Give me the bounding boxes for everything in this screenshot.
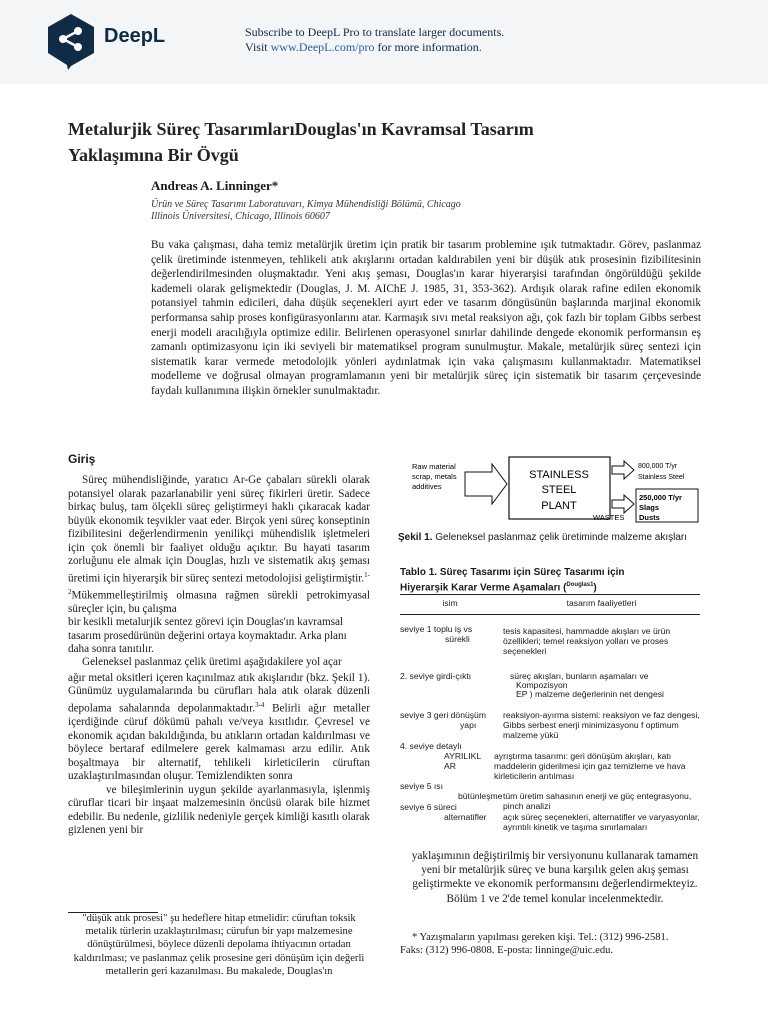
visit-line: [245, 40, 504, 55]
correspondence-line-1: * Yazışmaların yapılması gereken kişi. Tel.: (312) 996-2581.: [412, 932, 669, 943]
r4-name-line-2: AYRILIKL: [444, 751, 482, 761]
author-name: Andreas A. Linninger*: [151, 178, 279, 193]
caption-text: Geleneksel paslanmaz çelik üretiminde malzeme akışları: [432, 532, 688, 543]
figure-1-flow-diagram: [410, 452, 730, 532]
subscribe-line: Subscribe to DeepL Pro to translate larger documents.: [245, 25, 505, 39]
table-head-name: isim: [442, 598, 458, 608]
deepl-logo-icon[interactable]: [45, 12, 97, 70]
table-row-3-name: [400, 710, 500, 730]
caption-sup-num: 1: [590, 582, 594, 588]
table-1-caption: [400, 567, 700, 594]
title-line-1: Metalurjik Süreç TasarımlarıDouglas'ın Kavramsal Tasarım: [68, 119, 534, 139]
r5-name-line-2: bütünleşme: [458, 791, 503, 801]
subscribe-message: [245, 25, 504, 55]
affiliation-line-1: Ürün ve Süreç Tasarımı Laboratuvarı, Kimya Mühendisliği Bölümü, Chicago: [151, 199, 461, 210]
intro-paragraph-2-lead: Geleneksel paslanmaz çelik üretimi aşağıdakilere yol açar: [82, 655, 342, 668]
intro-p2-cont: Belirli ağır metaller içerdiğinde cüruf dökümü pahalı ve/veya kısıtlıdır. Çevresel ve ekonomik açıdan bakıldığında, bu atıkların ortadan kaldırılması ve böylece bertaraf edilmelere gerek kalmaması arzu edilir. Atık boşaltmaya bir alternatif, tehlikeli kirleticilerin cüruftan uzaklaştırılmasından oluşur. Temizlendikten sonra: [68, 702, 370, 783]
waste-arrow: [612, 495, 634, 513]
table-row-4-name: [400, 741, 500, 771]
table-row-4-activity: ayrıştırma tasarımı: geri dönüşüm akışları, katı maddelerin giderilmesi için gaz temizleme ve hava kirleticilerin arıtılması: [494, 751, 686, 781]
caption-sup-text: Douglas: [566, 582, 591, 588]
title-line-2: Yaklaşımına Bir Övgü: [68, 145, 239, 165]
footnote-continuation: "düşük atık prosesi" şu hedeflere hitap etmelidir: cüruftan toksik metalik türlerin uzaklaştırılması; cürufun bir yapı malzemesine dönüştürülmesi, böylece düzenli depolama ihtiyacının ortadan kaldırılması; ve paslanmaz çelik prosesine geri dönüşüm için değerli metallerin geri kazanılması. Bu makalede, Douglas'ın: [73, 913, 365, 977]
visit-prefix: Visit: [245, 40, 271, 54]
intro-paragraph-2: [68, 672, 370, 784]
table-row-6-activity: açık süreç seçenekleri, alternatifler ve varyasyonlar, ayrıntılı kinetik ve taşıma sınırlamaları: [503, 812, 700, 832]
product-amount: 800,000 T/yr: [638, 463, 678, 470]
intro-paragraph-1: [68, 474, 370, 616]
product-arrow: [612, 461, 634, 479]
table-caption-line-2: [400, 579, 700, 594]
caption-sup: [566, 582, 593, 588]
plant-label-3: PLANT: [541, 500, 577, 512]
table-row-5-activity: tüm üretim sahasının enerji ve güç entegrasyonu, pinch analizi: [503, 791, 692, 811]
r1-name-line-1: seviye 1 toplu iş vs: [400, 624, 473, 634]
input-label-2: scrap, metals: [412, 472, 457, 481]
affiliation-line-2: Illinois Üniversitesi, Chicago, Illinois 60607: [151, 211, 330, 222]
caption-label: Şekil 1.: [398, 532, 433, 543]
r4-name-line-1: 4. seviye detaylı: [400, 741, 462, 751]
r3-name-line-1: seviye 3 geri dönüşüm: [400, 710, 486, 720]
deepl-brand-name[interactable]: DeepL: [104, 25, 166, 47]
correspondence-note: [400, 931, 700, 957]
table-row-2-activity: [510, 671, 700, 699]
r2-activity-line-3: EP ) malzeme değerlerinin net dengesi: [516, 689, 664, 699]
r2-activity-line-1: süreç akışları, bunların aşamaları ve: [510, 671, 649, 681]
r4-name-line-3: AR: [444, 761, 456, 771]
table-row-5-name: [400, 781, 503, 801]
table-top-rule: [400, 594, 700, 595]
waste-amount: 250,000 T/yr: [639, 493, 682, 502]
table-row-1-activity: tesis kapasitesi, hammadde akışları ve ürün özellikleri; temel reaksiyon yolları ve proses seçenekleri: [503, 626, 671, 656]
waste-slags: Slags: [639, 503, 660, 512]
abstract: Bu vaka çalışması, daha temiz metalürjik üretim için pratik bir tasarım problemine ışık tutmaktadır. Görev, paslanmaz çelik üretiminde istenmeyen, tehlikeli atık akışlarını ortadan kaldırabilen yeni bir düşük atık prosesinin fizibilitesinin değerlendirilmesinden oluşmaktadır. Yeni akış şeması, Douglas'ın karar hiyerarşisi tarafından öngörüldüğü şekilde kademeli olarak gelişmektedir (Douglas, J. M. AIChE J. 1985, 31, 353-362). Ardışık olarak rafine edilen ekonomik potansiyel tahmin edicileri, daha düşük seçenekleri ayırt eder ve tasarım döngüsünün başlarında marjinal ekonomik performansa sahip proses konfigürasyonlarını atar. Karmaşık sıvı metal reaksiyon ağı, çok fazlı bir toplam Gibbs serbest enerji modeli aracılığıyla optimize edilir. Belirlenen operasyonel sınırlar dahilinde dengede ekonomik performansın eş zamanlı optimizasyonu için iki seviyeli bir matematiksel program sunulmuştur. Makale, metalürjik süreç sentezi için sistematik karar vermede metodolojik yönleri aydınlatmak için vaka çalışmasını kullanmaktadır. Matematiksel modelleme ve doğrusal olmayan programlamanın yeni bir metalürjik süreç için sistematik bir tasarım çerçevesinde faydalı kullanımına ilişkin örnekler sunulmaktadır.: [151, 239, 701, 397]
r6-name-line-2: alternatifler: [444, 812, 487, 822]
plant-label-1: STAINLESS: [529, 469, 589, 481]
affiliation: [151, 199, 461, 223]
caption-close: ): [593, 582, 597, 594]
visit-suffix: for more information.: [374, 40, 482, 54]
table-row-3-activity: reaksiyon-ayırma sistemi: reaksiyon ve faz dengesi, Gibbs serbest enerji minimizasyonu f optimum malzeme yükü: [503, 710, 700, 740]
table-row-6-name: [400, 802, 500, 822]
table-1: [400, 594, 700, 844]
intro-p1-text: Süreç mühendisliğinde, yaratıcı Ar-Ge çabaları sürekli olarak potansiyel olarak pazarlanabilir yeni süreç fikirleri üretir. Sadece birkaç buluş, tam ölçekli süreç geliştirmeyi haklı çıkaracak kadar büyük ekonomik teşvikler vaat eder. Birçok yeni süreç konseptinin fizibilitesini değerlendirmenin yenilikçi mühendislik işletmeleri için çok önemli bir faaliyet olduğu açıktır. Bu hayati tasarım zorluğunu ele almak için Douglas, hızlı ve sistematik akış şeması üretimi için hiyerarşik bir süreç sentezi metodolojisi geliştirmiştir.: [68, 474, 370, 585]
intro-p2-text: ağır metal oksitleri içeren kaçınılmaz atık akışlarıdır (bkz. Şekil 1). Günümüz uygulamalarında bu cürufları hala atık olarak düzenli depolama sahalarında depolanmaktadır.: [68, 671, 370, 715]
correspondence-line-2: Faks: (312) 996-0808. E-posta: linninge@uic.edu.: [400, 945, 614, 956]
intro-paragraph-1b: bir kesikli metalurjik sentez görevi için Douglas'ın kavramsal tasarım prosedürünün değerini ortaya koymaktadır. Arka planı: [68, 616, 347, 642]
table-head-activities: tasarım faaliyetleri: [566, 598, 637, 608]
wastes-label: WASTES: [593, 513, 625, 522]
waste-dusts: Dusts: [639, 513, 660, 522]
input-label-3: additives: [412, 482, 442, 491]
citation-sup: 1-2: [68, 570, 370, 596]
input-arrow: [465, 464, 507, 504]
paper-title: [68, 116, 668, 168]
product-name: Stainless Steel: [638, 474, 685, 481]
intro-paragraph-1c: daha sonra tanıtılır.: [68, 643, 155, 656]
plant-label-2: STEEL: [541, 484, 577, 496]
input-label-1: Raw material: [412, 462, 456, 471]
r3-name-line-2: yapı: [460, 720, 477, 730]
figure-1-caption: [398, 532, 698, 544]
citation-sup-2: 3-4: [255, 700, 265, 709]
r6-name-line-1: seviye 6 süreci: [400, 802, 457, 812]
table-head-rule: [400, 614, 700, 615]
r1-name-line-2: sürekli: [445, 634, 470, 644]
intro-paragraph-3: ve bileşimlerinin uygun şekilde ayarlanmasıyla, işlenmiş cüruflar ticari bir inşaat malzemesinin öncüsü olarak bile hizmet edebilir. Bu nedenle, gizlilik nedeniyle gerçek kimliği kasıtlı olarak gizlenen yeni bir: [68, 783, 370, 837]
intro-column: [68, 474, 370, 838]
right-column-paragraph: yaklaşımının değiştirilmiş bir versiyonunu kullanarak tamamen yeni bir metalürjik süreç ve buna karşılık gelen akış şeması geliştirmekte ve ekonomik performansını değerlendirmekteyiz. Bölüm 1 ve 2'de temel konular incelenmektedir.: [411, 850, 699, 905]
intro-p1-tail: Mükemmelleştirilmiş olmasına rağmen sürekli petrokimyasal süreçler için, bu çalışma: [68, 589, 370, 615]
deepl-banner: [0, 0, 768, 84]
r5-name-line-1: seviye 5 ısı: [400, 781, 443, 791]
table-row-1-name: [400, 624, 500, 644]
table-row-2-name: 2. seviye girdi-çıktı: [400, 671, 472, 681]
intro-heading: Giriş: [68, 452, 96, 466]
table-caption-line-1: Tablo 1. Süreç Tasarımı için Süreç Tasarımı için: [400, 567, 625, 578]
r2-activity-line-2: Kompozisyon: [516, 680, 568, 690]
caption-line-2-text: Hiyerarşik Karar Verme Aşamaları (: [400, 582, 567, 594]
deepl-pro-link[interactable]: www.DeepL.com/pro: [270, 40, 375, 54]
